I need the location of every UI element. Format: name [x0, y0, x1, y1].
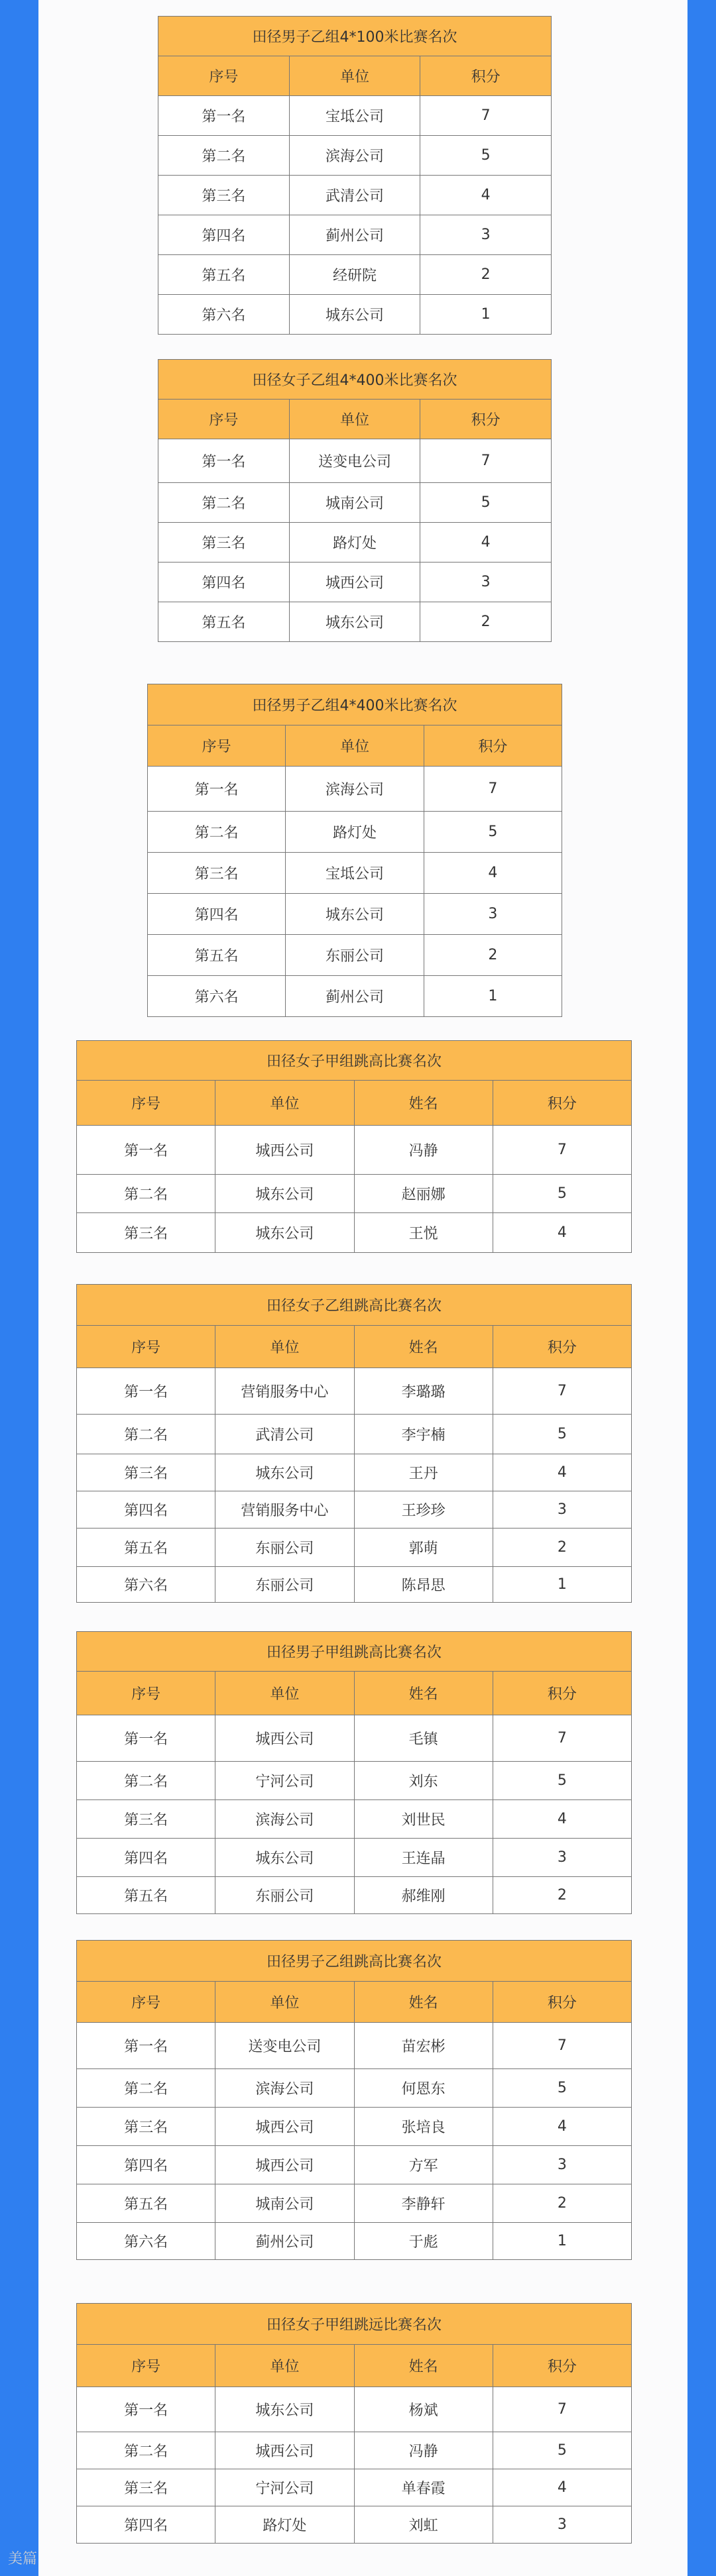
table-row — [77, 2069, 632, 2108]
table-cell: 东丽公司 — [215, 1529, 354, 1567]
table-cell: 单春霞 — [354, 2469, 493, 2506]
table-cell: 第三名 — [77, 2469, 215, 2506]
table-cell: 7 — [424, 767, 562, 812]
table-cell: 第六名 — [158, 295, 290, 335]
table-header-row — [158, 56, 552, 96]
table-cell: 第二名 — [158, 136, 290, 176]
column-header: 序号 — [77, 1672, 215, 1715]
table-cell: 郝维刚 — [354, 1877, 493, 1914]
table-row — [158, 176, 552, 215]
table-row — [77, 2223, 632, 2260]
column-header: 序号 — [77, 1326, 215, 1368]
table-cell: 第四名 — [77, 1839, 215, 1877]
table-cell: 王悦 — [354, 1213, 493, 1253]
table-cell: 第六名 — [148, 976, 286, 1017]
table-header-row — [77, 1081, 632, 1126]
table-cell: 第三名 — [148, 853, 286, 894]
table-cell: 7 — [493, 1715, 631, 1762]
ranking-table — [158, 359, 552, 642]
table-title: 田径男子乙组跳高比赛名次 — [77, 1941, 632, 1982]
table-cell: 第二名 — [77, 2432, 215, 2469]
table-cell: 于彪 — [354, 2223, 493, 2260]
left-blue-border — [0, 0, 38, 2576]
table-row — [77, 1877, 632, 1914]
table-cell: 第四名 — [77, 2146, 215, 2184]
table-cell: 宁河公司 — [215, 1762, 354, 1800]
table-cell: 2 — [493, 2184, 631, 2223]
table-row — [77, 1454, 632, 1491]
table-cell: 第三名 — [158, 523, 290, 563]
table-row — [77, 2506, 632, 2544]
table-cell: 城东公司 — [286, 894, 424, 935]
table-cell: 1 — [493, 1567, 631, 1603]
column-header: 积分 — [493, 1326, 631, 1368]
table-cell: 第四名 — [158, 215, 290, 255]
table-cell: 4 — [420, 176, 552, 215]
table-cell: 第二名 — [158, 483, 290, 523]
table-title: 田径男子乙组4*100米比赛名次 — [158, 17, 552, 56]
table-cell: 第三名 — [77, 2108, 215, 2146]
table-cell: 第三名 — [77, 1454, 215, 1491]
column-header: 序号 — [158, 56, 290, 96]
table-row — [148, 894, 562, 935]
table-row — [77, 1762, 632, 1800]
table-cell: 赵丽娜 — [354, 1175, 493, 1213]
table-row — [77, 1529, 632, 1567]
table-cell: 第三名 — [158, 176, 290, 215]
table-cell: 苗宏彬 — [354, 2023, 493, 2069]
table-cell: 第三名 — [77, 1800, 215, 1839]
table-cell: 第四名 — [77, 2506, 215, 2544]
table-cell: 城东公司 — [215, 1213, 354, 1253]
table-cell: 第四名 — [77, 1491, 215, 1529]
table-cell: 第一名 — [77, 2387, 215, 2432]
table-cell: 5 — [493, 1762, 631, 1800]
column-header: 单位 — [215, 1672, 354, 1715]
table-cell: 第二名 — [77, 1175, 215, 1213]
table-cell: 第六名 — [77, 1567, 215, 1603]
table-cell: 滨海公司 — [215, 1800, 354, 1839]
table-cell: 滨海公司 — [286, 767, 424, 812]
table-cell: 第六名 — [77, 2223, 215, 2260]
table-cell: 第一名 — [148, 767, 286, 812]
table-cell: 第一名 — [158, 96, 290, 136]
table-cell: 第一名 — [77, 1126, 215, 1175]
table-row — [77, 2023, 632, 2069]
table-row — [77, 1175, 632, 1213]
table-cell: 5 — [420, 483, 552, 523]
table-cell: 5 — [424, 812, 562, 853]
table-row — [77, 2387, 632, 2432]
table-cell: 城东公司 — [215, 1175, 354, 1213]
table-cell: 营销服务中心 — [215, 1368, 354, 1415]
table-cell: 营销服务中心 — [215, 1491, 354, 1529]
table-cell: 城西公司 — [289, 563, 420, 602]
table-row — [77, 2432, 632, 2469]
table-title: 田径女子乙组跳高比赛名次 — [77, 1285, 632, 1326]
table-row — [77, 1368, 632, 1415]
table-row — [158, 295, 552, 335]
column-header: 单位 — [215, 1982, 354, 2023]
table-cell: 3 — [493, 1839, 631, 1877]
table-cell: 武清公司 — [215, 1415, 354, 1454]
table-cell: 3 — [420, 563, 552, 602]
table-cell: 李宇楠 — [354, 1415, 493, 1454]
table-cell: 路灯处 — [286, 812, 424, 853]
ranking-table — [76, 1040, 632, 1253]
table-cell: 陈昂思 — [354, 1567, 493, 1603]
table-cell: 城西公司 — [215, 2146, 354, 2184]
table-cell: 4 — [493, 1213, 631, 1253]
table-cell: 李静轩 — [354, 2184, 493, 2223]
table-row — [158, 439, 552, 483]
table-cell: 送变电公司 — [215, 2023, 354, 2069]
table-cell: 第四名 — [158, 563, 290, 602]
column-header: 姓名 — [354, 2345, 493, 2387]
column-header: 单位 — [289, 56, 420, 96]
table-cell: 3 — [420, 215, 552, 255]
table-cell: 4 — [493, 2108, 631, 2146]
column-header: 序号 — [158, 400, 290, 439]
table-cell: 第二名 — [77, 1762, 215, 1800]
ranking-table — [76, 2303, 632, 2544]
table-row — [158, 563, 552, 602]
table-cell: 滨海公司 — [215, 2069, 354, 2108]
table-row — [158, 136, 552, 176]
table-cell: 第二名 — [77, 2069, 215, 2108]
table-cell: 第二名 — [148, 812, 286, 853]
table-cell: 第五名 — [77, 2184, 215, 2223]
table-cell: 王丹 — [354, 1454, 493, 1491]
column-header: 序号 — [148, 725, 286, 767]
table-cell: 第五名 — [148, 935, 286, 976]
table-cell: 蓟州公司 — [289, 215, 420, 255]
table-title: 田径女子甲组跳高比赛名次 — [77, 1041, 632, 1081]
table-cell: 宝坻公司 — [286, 853, 424, 894]
table-cell: 武清公司 — [289, 176, 420, 215]
table-cell: 4 — [424, 853, 562, 894]
table-row — [77, 1213, 632, 1253]
column-header: 单位 — [289, 400, 420, 439]
table-cell: 城西公司 — [215, 2108, 354, 2146]
table-title: 田径女子乙组4*400米比赛名次 — [158, 360, 552, 400]
table-cell: 第三名 — [77, 1213, 215, 1253]
column-header: 积分 — [420, 56, 552, 96]
table-cell: 3 — [493, 2146, 631, 2184]
column-header: 积分 — [493, 1081, 631, 1126]
table-cell: 2 — [493, 1529, 631, 1567]
column-header: 序号 — [77, 1982, 215, 2023]
table-cell: 东丽公司 — [286, 935, 424, 976]
table-title: 田径女子甲组跳远比赛名次 — [77, 2304, 632, 2345]
table-row — [77, 2184, 632, 2223]
table-cell: 2 — [424, 935, 562, 976]
table-cell: 城南公司 — [215, 2184, 354, 2223]
column-header: 积分 — [424, 725, 562, 767]
table-cell: 城东公司 — [215, 1839, 354, 1877]
table-cell: 7 — [493, 2387, 631, 2432]
table-title: 田径男子乙组4*400米比赛名次 — [148, 684, 562, 725]
ranking-table — [147, 684, 562, 1017]
watermark-text: 美篇 — [8, 2551, 38, 2567]
column-header: 姓名 — [354, 1081, 493, 1126]
table-cell: 7 — [493, 1126, 631, 1175]
table-row — [148, 976, 562, 1017]
table-cell: 城南公司 — [289, 483, 420, 523]
table-row — [148, 853, 562, 894]
table-cell: 宝坻公司 — [289, 96, 420, 136]
table-cell: 蓟州公司 — [286, 976, 424, 1017]
table-cell: 东丽公司 — [215, 1567, 354, 1603]
table-row — [158, 255, 552, 295]
table-header-row — [148, 725, 562, 767]
table-cell: 5 — [493, 1175, 631, 1213]
table-cell: 3 — [424, 894, 562, 935]
table-cell: 第二名 — [77, 1415, 215, 1454]
table-cell: 城西公司 — [215, 2432, 354, 2469]
watermark-logo — [8, 2548, 37, 2568]
table-cell: 2 — [420, 255, 552, 295]
table-cell: 冯静 — [354, 1126, 493, 1175]
table-row — [77, 1126, 632, 1175]
table-cell: 5 — [493, 1415, 631, 1454]
table-row — [77, 2108, 632, 2146]
table-title: 田径男子甲组跳高比赛名次 — [77, 1632, 632, 1672]
table-cell: 4 — [493, 1454, 631, 1491]
table-cell: 冯静 — [354, 2432, 493, 2469]
table-cell: 2 — [420, 602, 552, 642]
table-cell: 城东公司 — [215, 1454, 354, 1491]
table-cell: 4 — [493, 2469, 631, 2506]
table-cell: 第一名 — [77, 2023, 215, 2069]
table-cell: 5 — [493, 2432, 631, 2469]
table-cell: 第五名 — [77, 1877, 215, 1914]
column-header: 积分 — [420, 400, 552, 439]
table-cell: 李璐璐 — [354, 1368, 493, 1415]
table-cell: 第五名 — [158, 255, 290, 295]
table-cell: 第五名 — [158, 602, 290, 642]
column-header: 积分 — [493, 1672, 631, 1715]
column-header: 序号 — [77, 2345, 215, 2387]
column-header: 序号 — [77, 1081, 215, 1126]
column-header: 姓名 — [354, 1672, 493, 1715]
table-cell: 1 — [420, 295, 552, 335]
ranking-table — [76, 1940, 632, 2260]
column-header: 单位 — [286, 725, 424, 767]
table-row — [148, 812, 562, 853]
table-cell: 何恩东 — [354, 2069, 493, 2108]
table-row — [158, 483, 552, 523]
table-row — [77, 1415, 632, 1454]
table-cell: 方军 — [354, 2146, 493, 2184]
table-cell: 刘世民 — [354, 1800, 493, 1839]
table-cell: 第一名 — [77, 1715, 215, 1762]
table-row — [77, 1715, 632, 1762]
table-row — [148, 767, 562, 812]
table-cell: 王珍珍 — [354, 1491, 493, 1529]
table-row — [158, 523, 552, 563]
table-cell: 7 — [493, 2023, 631, 2069]
table-row — [158, 96, 552, 136]
table-cell: 城西公司 — [215, 1126, 354, 1175]
table-cell: 5 — [493, 2069, 631, 2108]
table-row — [77, 2146, 632, 2184]
column-header: 单位 — [215, 1081, 354, 1126]
table-row — [77, 1491, 632, 1529]
table-row — [77, 1839, 632, 1877]
table-cell: 城西公司 — [215, 1715, 354, 1762]
table-row — [77, 1567, 632, 1603]
ranking-table — [76, 1631, 632, 1914]
table-cell: 第一名 — [158, 439, 290, 483]
table-cell: 1 — [493, 2223, 631, 2260]
table-cell: 刘东 — [354, 1762, 493, 1800]
table-cell: 3 — [493, 2506, 631, 2544]
table-cell: 杨斌 — [354, 2387, 493, 2432]
table-header-row — [77, 2345, 632, 2387]
table-header-row — [77, 1982, 632, 2023]
table-cell: 宁河公司 — [215, 2469, 354, 2506]
table-cell: 3 — [493, 1491, 631, 1529]
table-cell: 4 — [420, 523, 552, 563]
table-cell: 第四名 — [148, 894, 286, 935]
table-cell: 路灯处 — [289, 523, 420, 563]
table-header-row — [77, 1672, 632, 1715]
column-header: 单位 — [215, 2345, 354, 2387]
table-cell: 城东公司 — [215, 2387, 354, 2432]
table-row — [158, 215, 552, 255]
table-row — [77, 2469, 632, 2506]
table-cell: 王连晶 — [354, 1839, 493, 1877]
column-header: 姓名 — [354, 1326, 493, 1368]
table-cell: 滨海公司 — [289, 136, 420, 176]
table-cell: 张培良 — [354, 2108, 493, 2146]
table-cell: 2 — [493, 1877, 631, 1914]
table-cell: 1 — [424, 976, 562, 1017]
table-cell: 5 — [420, 136, 552, 176]
table-cell: 刘虹 — [354, 2506, 493, 2544]
table-cell: 毛镇 — [354, 1715, 493, 1762]
table-cell: 7 — [493, 1368, 631, 1415]
column-header: 积分 — [493, 2345, 631, 2387]
column-header: 单位 — [215, 1326, 354, 1368]
table-cell: 4 — [493, 1800, 631, 1839]
ranking-table — [76, 1284, 632, 1603]
column-header: 积分 — [493, 1982, 631, 2023]
table-cell: 第五名 — [77, 1529, 215, 1567]
table-row — [148, 935, 562, 976]
table-row — [158, 602, 552, 642]
table-header-row — [77, 1326, 632, 1368]
table-cell: 经研院 — [289, 255, 420, 295]
table-cell: 东丽公司 — [215, 1877, 354, 1914]
table-cell: 路灯处 — [215, 2506, 354, 2544]
table-header-row — [158, 400, 552, 439]
table-cell: 郭萌 — [354, 1529, 493, 1567]
table-cell: 7 — [420, 439, 552, 483]
table-cell: 第一名 — [77, 1368, 215, 1415]
table-cell: 蓟州公司 — [215, 2223, 354, 2260]
table-cell: 送变电公司 — [289, 439, 420, 483]
table-cell: 7 — [420, 96, 552, 136]
table-row — [77, 1800, 632, 1839]
table-cell: 城东公司 — [289, 295, 420, 335]
ranking-table — [158, 16, 552, 335]
table-cell: 城东公司 — [289, 602, 420, 642]
right-blue-border — [687, 0, 716, 2576]
column-header: 姓名 — [354, 1982, 493, 2023]
